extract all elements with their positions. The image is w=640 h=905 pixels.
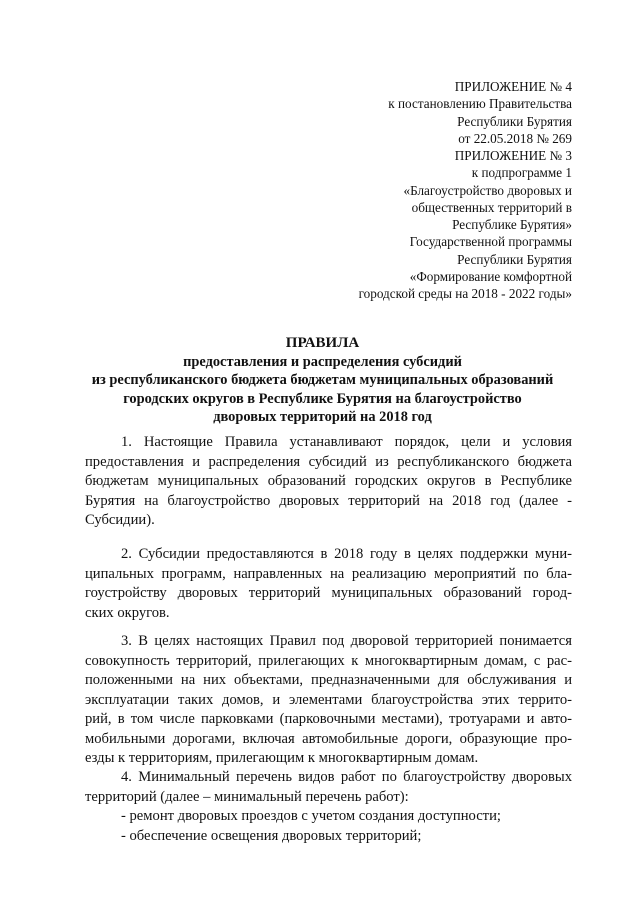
paragraph-1-line: Субсидии). [85,512,155,528]
paragraph-3-line: езды к территориям, прилегающим к многоквартирным домам. [85,750,479,766]
appendix-3-line4: общественных территорий в [411,199,572,215]
paragraph-1-line: бюджетам муниципальных образований городских округов в Республике [85,473,572,489]
paragraph-2 [85,545,572,623]
paragraph-3-line: эксплуатации таких домов, и элементами благоустройства этих террито- [85,691,572,708]
title-line4: дворовых территорий на 2018 год [213,409,432,425]
appendix-3-line5: Республике Бурятия» [452,217,572,233]
appendix-3-line3: «Благоустройство дворовых и [403,182,572,198]
appendix-3-header [359,147,572,303]
title-line3: городских округов в Республике Бурятия на благоустройство [123,390,522,407]
list-item: - ремонт дворовых проездов с учетом создания доступности; [121,808,501,824]
paragraph-4-line: территорий (далее – минимальный перечень работ): [85,788,409,805]
appendix-3-line9: городской среды на 2018 - 2022 годы» [358,286,572,302]
appendix-4-line3: Республики Бурятия [457,113,572,129]
list-item: - обеспечение освещения дворовых территорий; [121,827,422,844]
paragraph-1-line: предоставления и распределения субсидий из республиканского бюджета [85,453,572,470]
paragraph-2-line: ципальных программ, направленных на реализацию мероприятий по бла- [85,565,572,582]
paragraph-3-line: 3. В целях настоящих Правил под дворовой территорией понимается [121,633,572,649]
paragraph-4 [85,768,572,846]
appendix-3-line1: ПРИЛОЖЕНИЕ № 3 [454,148,572,163]
paragraph-3-line: совокупность территорий, прилегающих к многоквартирным домам, с рас- [85,652,572,669]
appendix-4-line4: от 22.05.2018 № 269 [458,130,572,146]
paragraph-4-line: 4. Минимальный перечень видов работ по благоустройству дворовых [121,769,572,785]
appendix-3-line7: Республики Бурятия [457,251,572,267]
paragraph-3-line: мобильными дорогами, включая автомобильные дороги, образующие про- [85,730,572,747]
appendix-4-line2: к постановлению Правительства [388,96,572,112]
paragraph-3-line: положенными на них объектами, предназначенными для обслуживания и [85,672,572,688]
document-title [70,334,575,427]
paragraph-1 [85,433,572,531]
paragraph-1-line: Бурятия на благоустройство дворовых территорий на 2018 год (далее - [85,492,572,509]
appendix-3-line8: «Формирование комфортной [409,269,572,285]
paragraph-3 [85,632,572,769]
appendix-3-line6: Государственной программы [409,234,572,250]
title-line2: из республиканского бюджета бюджетам муниципальных образований [91,372,554,388]
paragraph-2-line: 2. Субсидии предоставляются в 2018 году в целях поддержки муни- [121,546,572,562]
paragraph-2-line: ских округов. [85,604,170,621]
paragraph-1-line: 1. Настоящие Правила устанавливают порядок, цели и условия [121,434,572,450]
appendix-4-header [388,78,572,147]
paragraph-2-line: гоустройству дворовых территорий муниципальных образований город- [85,585,572,601]
title-line1: предоставления и распределения субсидий [183,353,462,370]
paragraph-3-line: рий, в том числе парковками (парковочными местами), тротуарами и авто- [85,711,572,727]
title-main: ПРАВИЛА [285,335,360,351]
appendix-3-line2: к подпрограмме 1 [471,165,572,181]
appendix-4-line1: ПРИЛОЖЕНИЕ № 4 [454,79,572,94]
